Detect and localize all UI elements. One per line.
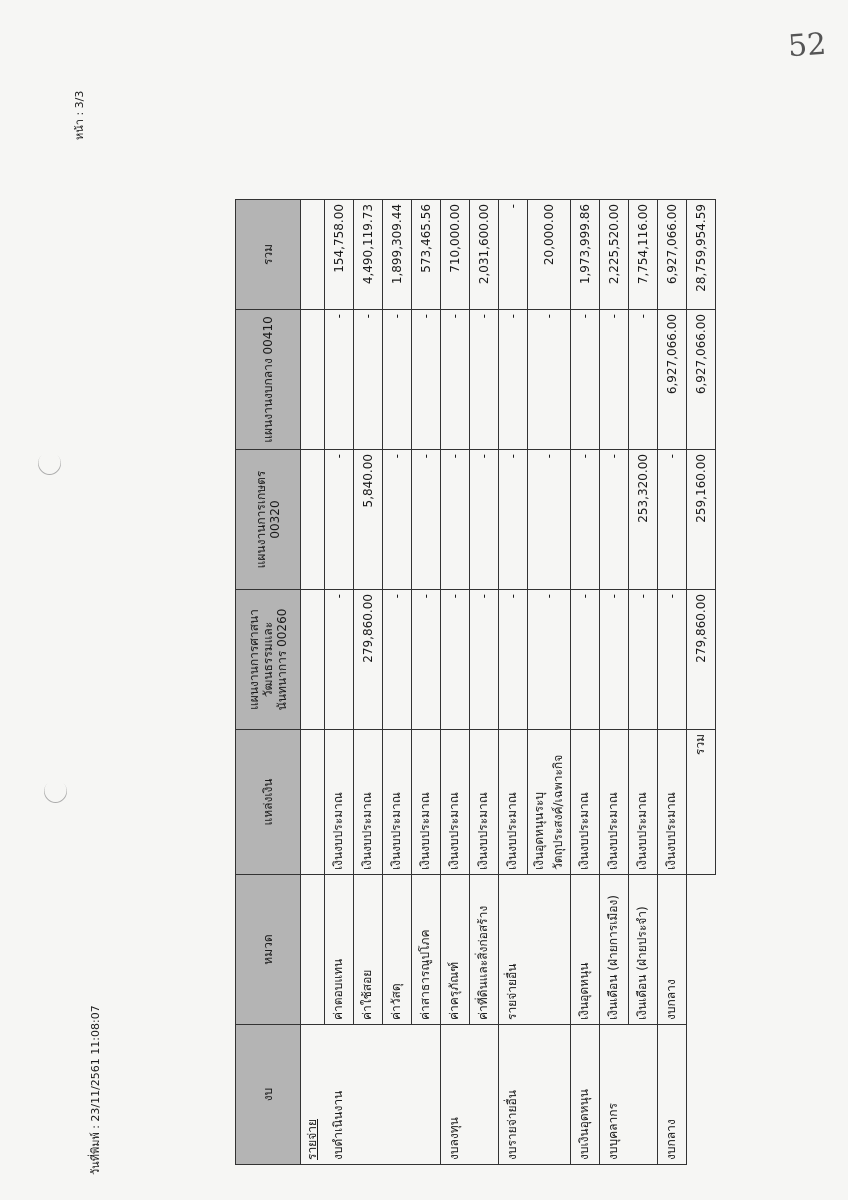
budget-table <box>235 200 726 1165</box>
header-plan-central: แผนงานงบกลาง 00410 <box>236 310 301 450</box>
print-date: วันที่พิมพ์ : 23/11/2561 11:08:07 <box>89 1005 102 1175</box>
table-row: งบกลาง งบกลาง เงินงบประมาณ - - 6,927,066.00 6,927,066.00 <box>657 200 686 1165</box>
header-funding-source: แหล่งเงิน <box>236 730 301 875</box>
table-row: ค่าสาธารณูปโภค เงินงบประมาณ - - - 573,465.56 <box>411 200 440 1165</box>
header-plan-religion-culture: แผนงานการศาสนา วัฒนธรรมและ นันทนาการ 00260 <box>236 590 301 730</box>
section-row <box>301 200 325 1165</box>
punch-hole-mark <box>33 447 66 480</box>
total-label: รวม <box>686 730 715 875</box>
table-row: งบดำเนินงาน ค่าตอบแทน เงินงบประมาณ - - - 154,758.00 <box>324 200 353 1165</box>
table-row: เงินเดือน (ฝ่ายประจำ) เงินงบประมาณ - 253,320.00 - 7,754,116.00 <box>628 200 657 1165</box>
total-religion-culture: 279,860.00 <box>686 590 715 730</box>
header-category: หมวด <box>236 875 301 1025</box>
table-row: งบลงทุน ค่าครุภัณฑ์ เงินงบประมาณ - - - 710,000.00 <box>440 200 469 1165</box>
header-plan-agriculture: แผนงานการเกษตร 00320 <box>236 450 301 590</box>
table-row: เงินอุดหนุนระบุวัตถุประสงค์/เฉพาะกิจ - - - 20,000.00 <box>527 200 570 1165</box>
total-central: 6,927,066.00 <box>686 310 715 450</box>
header-total: รวม <box>236 200 301 310</box>
table-row: งบบุคลากร เงินเดือน (ฝ่ายการเมือง) เงินงบประมาณ - - - 2,225,520.00 <box>599 200 628 1165</box>
table-row: ค่าใช้สอย เงินงบประมาณ 279,860.00 5,840.00 - 4,490,119.73 <box>353 200 382 1165</box>
table-row: ค่าที่ดินและสิ่งก่อสร้าง เงินงบประมาณ - - - 2,031,600.00 <box>469 200 498 1165</box>
page-count: หน้า : 3/3 <box>73 90 86 140</box>
total-row <box>686 200 715 1165</box>
table-row: ค่าวัสดุ เงินงบประมาณ - - - 1,899,309.44 <box>382 200 411 1165</box>
total-agriculture: 259,160.00 <box>686 450 715 590</box>
table-row: งบรายจ่ายอื่น รายจ่ายอื่น เงินงบประมาณ - - - - <box>498 200 527 1165</box>
handwritten-page-number: 52 <box>786 26 828 65</box>
header-budget: งบ <box>236 1025 301 1165</box>
punch-hole-mark <box>39 775 72 808</box>
section-label: รายจ่าย <box>301 1025 325 1165</box>
table-header-row <box>236 200 301 1165</box>
grand-total: 28,759,954.59 <box>686 200 715 310</box>
table-row: งบเงินอุดหนุน เงินอุดหนุน เงินงบประมาณ - - - 1,973,999.86 <box>570 200 599 1165</box>
